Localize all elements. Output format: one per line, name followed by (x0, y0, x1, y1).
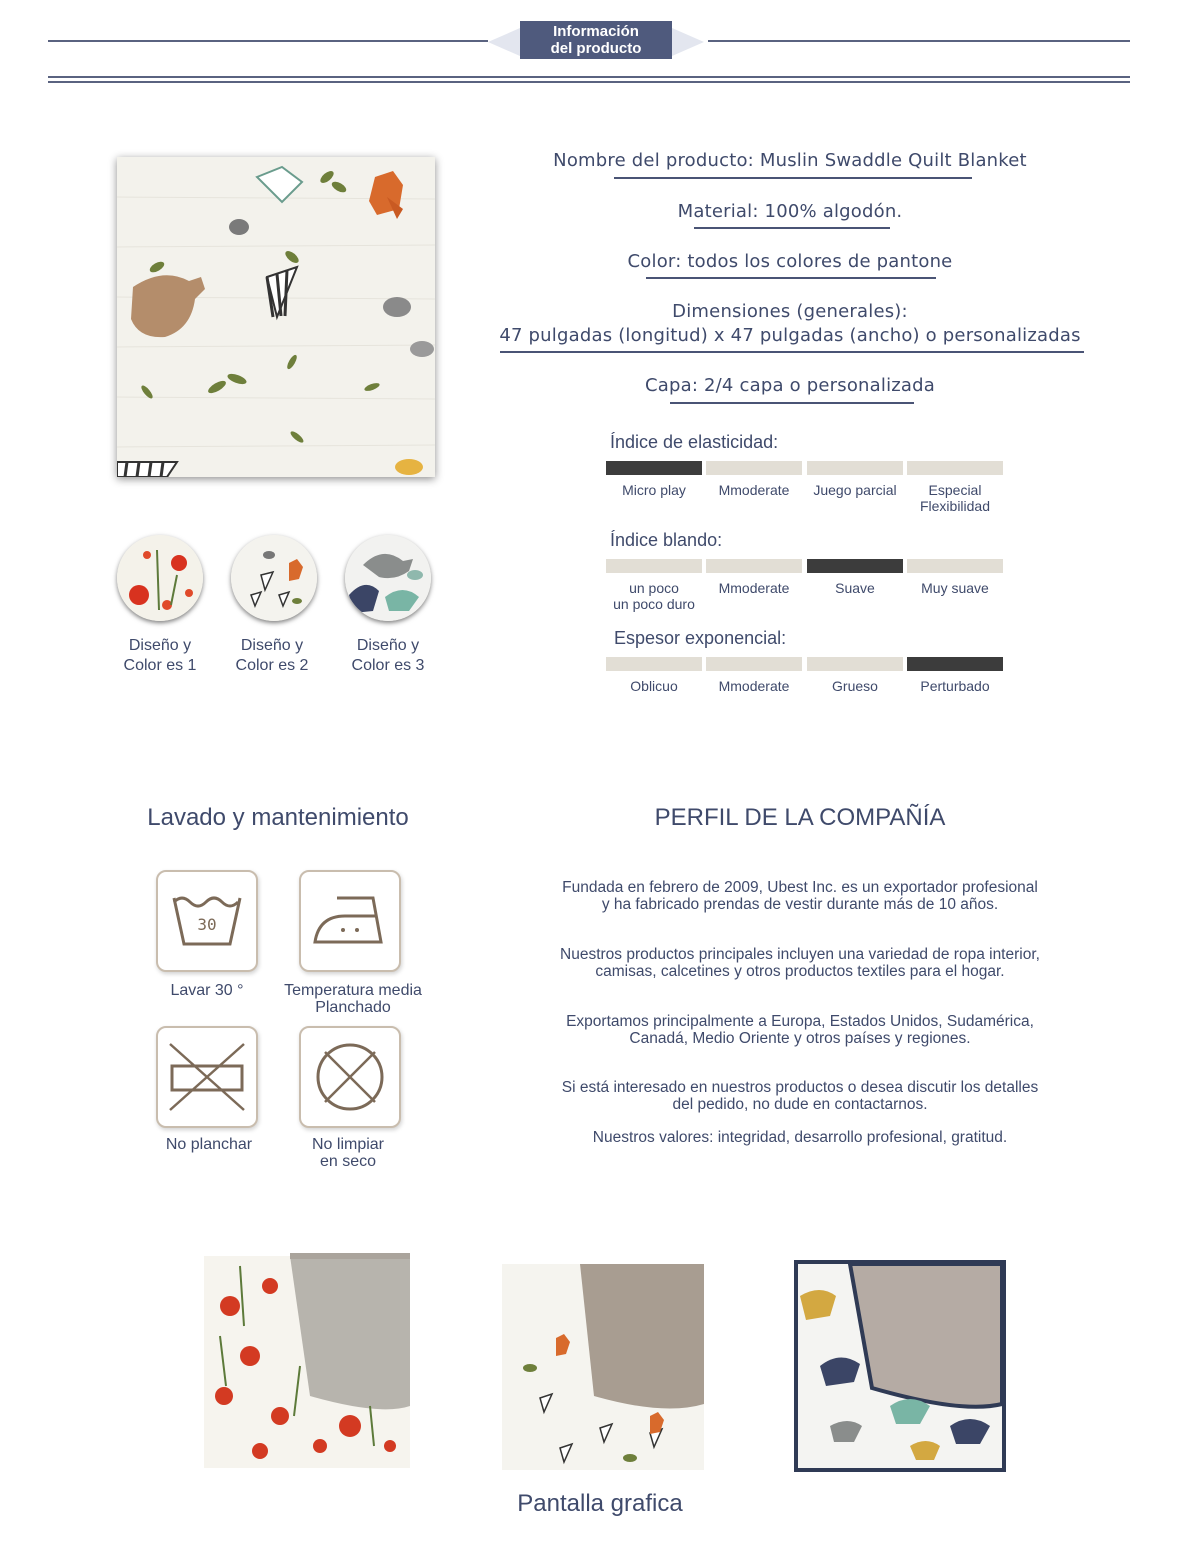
scale-2-bar-2 (807, 657, 903, 671)
scale-label-line: Juego parcial (813, 482, 897, 498)
dinosaur-pattern (345, 535, 431, 621)
poppy-pattern (117, 535, 203, 621)
banner-ribbon-left (488, 28, 520, 56)
banner-ribbon-right (672, 28, 704, 56)
scale-label-line: Especial (928, 482, 982, 498)
scale-1-bar-0 (606, 559, 702, 573)
scale-2-label-3 (905, 678, 1005, 694)
scale-label-line: un poco (629, 580, 679, 596)
scale-label-line: Mmoderate (718, 482, 790, 498)
care-icon-iron (299, 870, 401, 972)
care-icon-no-dry-clean (299, 1026, 401, 1128)
no-dry-clean-icon (301, 1028, 399, 1126)
company-paragraph-5: Nuestros valores: integridad, desarrollo profesional, gratitud. (592, 1129, 1008, 1146)
scale-2-label-0 (604, 678, 704, 694)
product-color: Color: todos los colores de pantone (627, 251, 953, 272)
woodland-thumb-pattern (231, 535, 317, 621)
scale-0-label-3 (905, 482, 1005, 514)
company-paragraph-2: Nuestros productos principales incluyen una variedad de ropa interior, camisas, calcetines y otros productos textiles para el hogar. (560, 946, 1040, 980)
scale-1-bar-2 (807, 559, 903, 573)
design-caption-3: Diseño y Color es 3 (351, 637, 425, 674)
scale-2-label-2 (805, 678, 905, 694)
gallery-blanket-woodland (500, 1258, 706, 1470)
care-icon-wash-30 (156, 870, 258, 972)
company-paragraph-1: Fundada en febrero de 2009, Ubest Inc. es un exportador profesional y ha fabricado prendas de vestir durante más de 10 años. (562, 879, 1038, 913)
care-label-wash: Lavar 30 ° (170, 982, 244, 999)
product-main-image (117, 157, 435, 477)
scale-1-bar-3 (907, 559, 1003, 573)
scale-label-line: Mmoderate (718, 678, 790, 694)
care-label-iron: Temperatura media Planchado (284, 982, 422, 1016)
care-title: Lavado y mantenimiento (147, 804, 409, 831)
scale-1-label-1 (704, 580, 804, 596)
scale-label-line: Oblicuo (630, 678, 678, 694)
scale-2-label-1 (704, 678, 804, 694)
design-caption-1: Diseño y Color es 1 (123, 637, 197, 674)
care-label-no-iron: No planchar (165, 1136, 253, 1153)
dimensions-title: Dimensiones (generales): (672, 301, 908, 322)
color-underline (646, 277, 936, 279)
scale-label-line: Muy suave (921, 580, 989, 596)
care-icon-no-iron (156, 1026, 258, 1128)
dimensions-underline (500, 351, 1084, 353)
scale-label-line: un poco duro (613, 596, 695, 612)
scale-1-label-3 (905, 580, 1005, 596)
scale-label-line: Mmoderate (718, 580, 790, 596)
care-label-no-dry-clean: No limpiar en seco (311, 1136, 384, 1170)
product-layers: Capa: 2/4 capa o personalizada (644, 375, 936, 396)
design-thumb-1[interactable] (117, 535, 203, 621)
scale-0-bar-3 (907, 461, 1003, 475)
scale-title-1: Índice blando: (610, 530, 723, 550)
design-thumb-3[interactable] (345, 535, 431, 621)
scale-label-line: Flexibilidad (919, 498, 991, 514)
material-underline (694, 227, 890, 229)
no-iron-icon (158, 1028, 256, 1126)
product-name-underline (614, 177, 972, 179)
blanket-woodland-image (500, 1258, 706, 1470)
iron-medium-icon (301, 872, 399, 970)
product-material: Material: 100% algodón. (677, 201, 903, 222)
scale-2-bar-0 (606, 657, 702, 671)
gallery-blanket-poppy (200, 1246, 414, 1470)
gallery-blanket-dinosaur (790, 1256, 1012, 1474)
scale-0-label-2 (805, 482, 905, 498)
scale-label-line: Micro play (622, 482, 686, 498)
header-rule-2 (48, 81, 1130, 83)
product-name: Nombre del producto: Muslin Swaddle Quilt Blanket (553, 150, 1027, 171)
gallery-title: Pantalla grafica (517, 1490, 683, 1517)
company-paragraph-3: Exportamos principalmente a Europa, Estados Unidos, Sudamérica, Canadá, Medio Oriente y otros países y regiones. (566, 1013, 1034, 1047)
scale-0-bar-2 (807, 461, 903, 475)
scale-title-2: Espesor exponencial: (614, 628, 787, 648)
dimensions-value: 47 pulgadas (longitud) x 47 pulgadas (ancho) o personalizadas (499, 325, 1081, 346)
scale-0-bar-1 (706, 461, 802, 475)
banner-line-1: Información (553, 23, 639, 40)
header-rule-1 (48, 76, 1130, 78)
scale-0-label-1 (704, 482, 804, 498)
scale-label-line: Suave (835, 580, 875, 596)
blanket-dinosaur-image (790, 1256, 1012, 1474)
wash-temp-text: 30 (197, 915, 217, 934)
design-thumb-2[interactable] (231, 535, 317, 621)
layers-underline (670, 402, 914, 404)
scale-1-label-2 (805, 580, 905, 596)
woodland-pattern (117, 157, 435, 477)
scale-2-bar-3 (907, 657, 1003, 671)
header-line-right (708, 40, 1130, 42)
header-line-left (48, 40, 488, 42)
company-title: PERFIL DE LA COMPAÑÍA (654, 804, 946, 831)
wash-30-icon (158, 872, 256, 970)
section-banner (520, 21, 672, 59)
company-paragraph-4: Si está interesado en nuestros productos o desea discutir los detalles del pedido, no dude en contactarnos. (561, 1079, 1039, 1113)
scale-1-label-0 (604, 580, 704, 612)
scale-label-line: Grueso (832, 678, 878, 694)
scale-0-bar-0 (606, 461, 702, 475)
blanket-poppy-image (200, 1246, 414, 1470)
scale-label-line: Perturbado (920, 678, 990, 694)
scale-title-0: Índice de elasticidad: (610, 432, 779, 452)
banner-line-2: del producto (550, 40, 642, 57)
scale-2-bar-1 (706, 657, 802, 671)
design-caption-2: Diseño y Color es 2 (235, 637, 309, 674)
scale-0-label-0 (604, 482, 704, 498)
scale-1-bar-1 (706, 559, 802, 573)
